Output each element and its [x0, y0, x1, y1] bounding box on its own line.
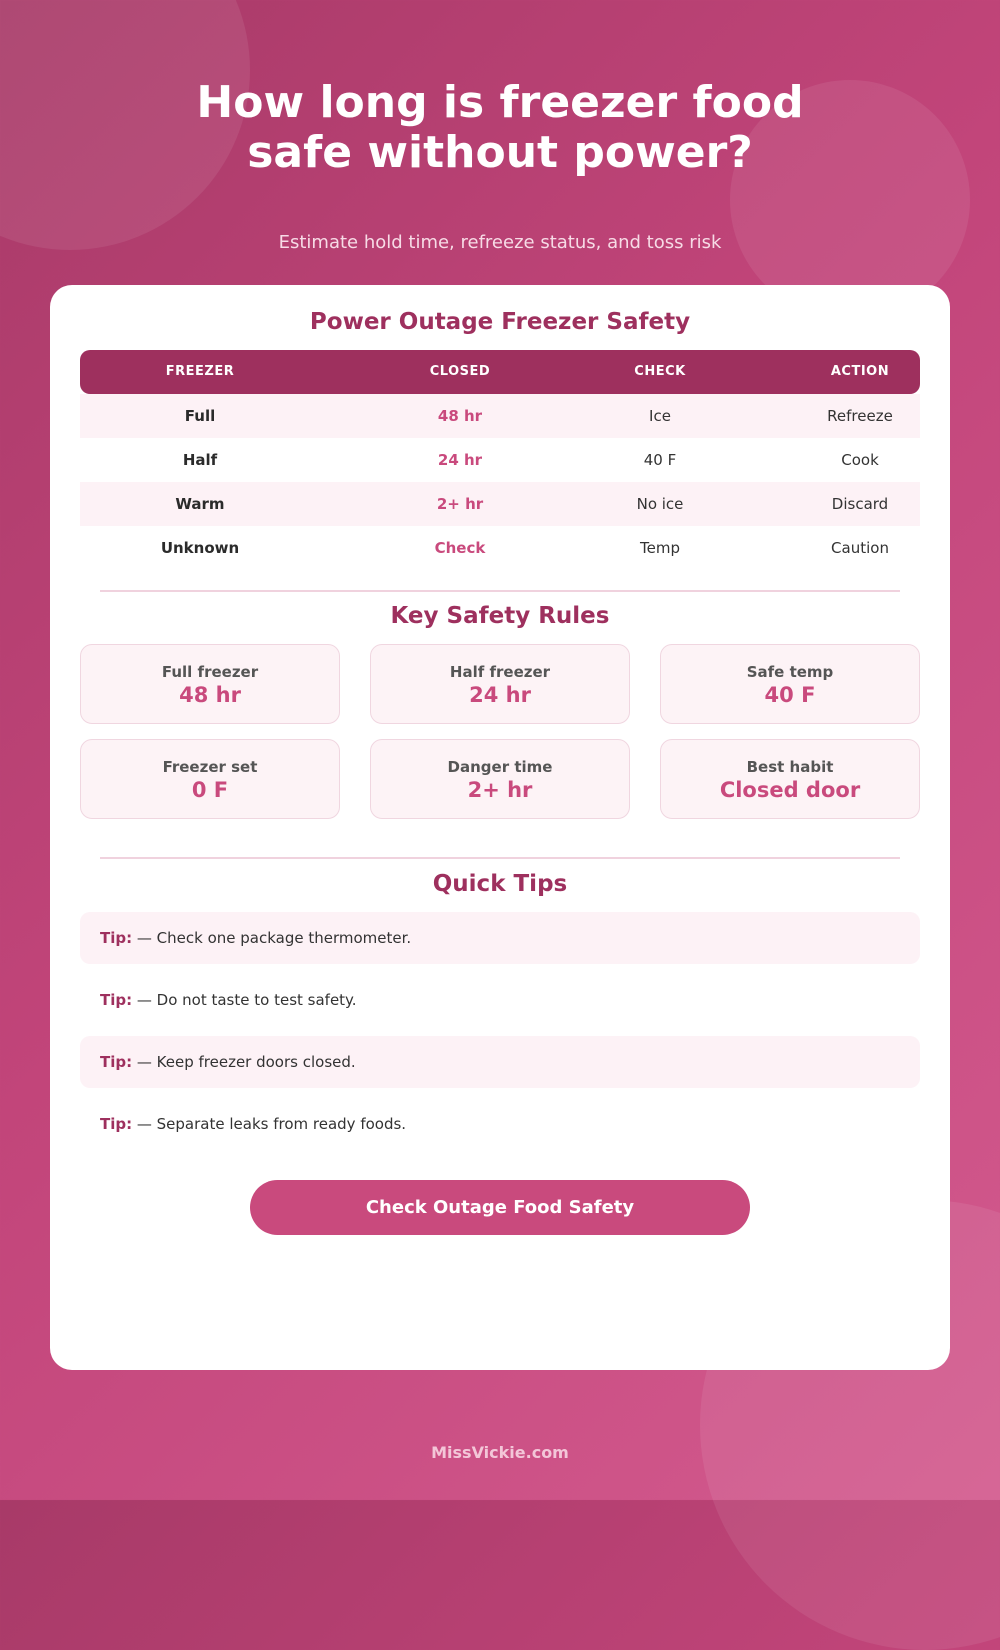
stat-card [370, 739, 630, 819]
check-safety-button[interactable]: Check Outage Food Safety [250, 1180, 750, 1235]
freezer-cell: Unknown [160, 539, 240, 557]
stat-label: Full freezer [161, 663, 259, 681]
check-cell: 40 F [643, 451, 677, 469]
check-cell: Temp [640, 539, 680, 557]
stat-label: Half freezer [449, 663, 551, 681]
freezer-cell: Half [182, 451, 218, 469]
tip-text: — Separate leaks from ready foods. [136, 1115, 407, 1133]
header-check: CHECK [634, 364, 686, 379]
closed-cell: Check [434, 539, 486, 557]
tip-label: Tip: [100, 929, 133, 947]
tip-item [80, 1036, 920, 1088]
closed-cell: 24 hr [437, 451, 483, 469]
tips-title: Quick Tips [432, 871, 568, 897]
action-cell: Cook [841, 451, 879, 469]
page-title: How long is freezer food safe without power? [196, 77, 804, 178]
header-freezer: FREEZER [165, 364, 235, 379]
stat-value: 40 F [764, 683, 816, 707]
tip-text: — Do not taste to test safety. [136, 991, 357, 1009]
stat-card [370, 644, 630, 724]
tip-item [80, 974, 920, 1026]
table-row [80, 526, 920, 570]
tip-item [80, 912, 920, 964]
stat-card [660, 739, 920, 819]
header-action: ACTION [830, 364, 890, 379]
tip-label: Tip: [100, 1115, 133, 1133]
page-subtitle: Estimate hold time, refreeze status, and toss risk [278, 232, 722, 253]
rules-title: Key Safety Rules [390, 603, 610, 629]
stat-card [80, 644, 340, 724]
footer-brand: MissVickie.com [431, 1443, 569, 1462]
stat-card [80, 739, 340, 819]
freezer-cell: Warm [175, 495, 225, 513]
check-cell: Ice [649, 407, 671, 425]
tip-item [80, 1098, 920, 1150]
stat-label: Danger time [447, 758, 553, 776]
table-header [80, 350, 920, 394]
action-cell: Caution [831, 539, 889, 557]
table-row [80, 438, 920, 482]
stat-card [660, 644, 920, 724]
action-cell: Refreeze [827, 407, 893, 425]
stat-label: Safe temp [746, 663, 834, 681]
content-card [50, 285, 950, 1370]
section-divider [100, 857, 900, 859]
stat-value: 0 F [191, 778, 229, 802]
freezer-safety-table [80, 350, 920, 570]
freezer-cell: Full [184, 407, 216, 425]
closed-cell: 2+ hr [436, 495, 484, 513]
action-cell: Discard [831, 495, 889, 513]
table-title: Power Outage Freezer Safety [309, 309, 691, 335]
tip-label: Tip: [100, 991, 133, 1009]
stat-value: 24 hr [469, 683, 531, 707]
stat-value: 2+ hr [467, 778, 533, 802]
tip-text: — Check one package thermometer. [136, 929, 412, 947]
check-cell: No ice [636, 495, 684, 513]
table-row [80, 394, 920, 438]
stat-value: 48 hr [179, 683, 241, 707]
table-row [80, 482, 920, 526]
tip-label: Tip: [100, 1053, 133, 1071]
stat-value: Closed door [719, 778, 861, 802]
stat-label: Freezer set [162, 758, 258, 776]
section-divider [100, 590, 900, 592]
tip-text: — Keep freezer doors closed. [136, 1053, 356, 1071]
closed-cell: 48 hr [437, 407, 483, 425]
stat-label: Best habit [746, 758, 834, 776]
header-closed: CLOSED [429, 364, 491, 379]
